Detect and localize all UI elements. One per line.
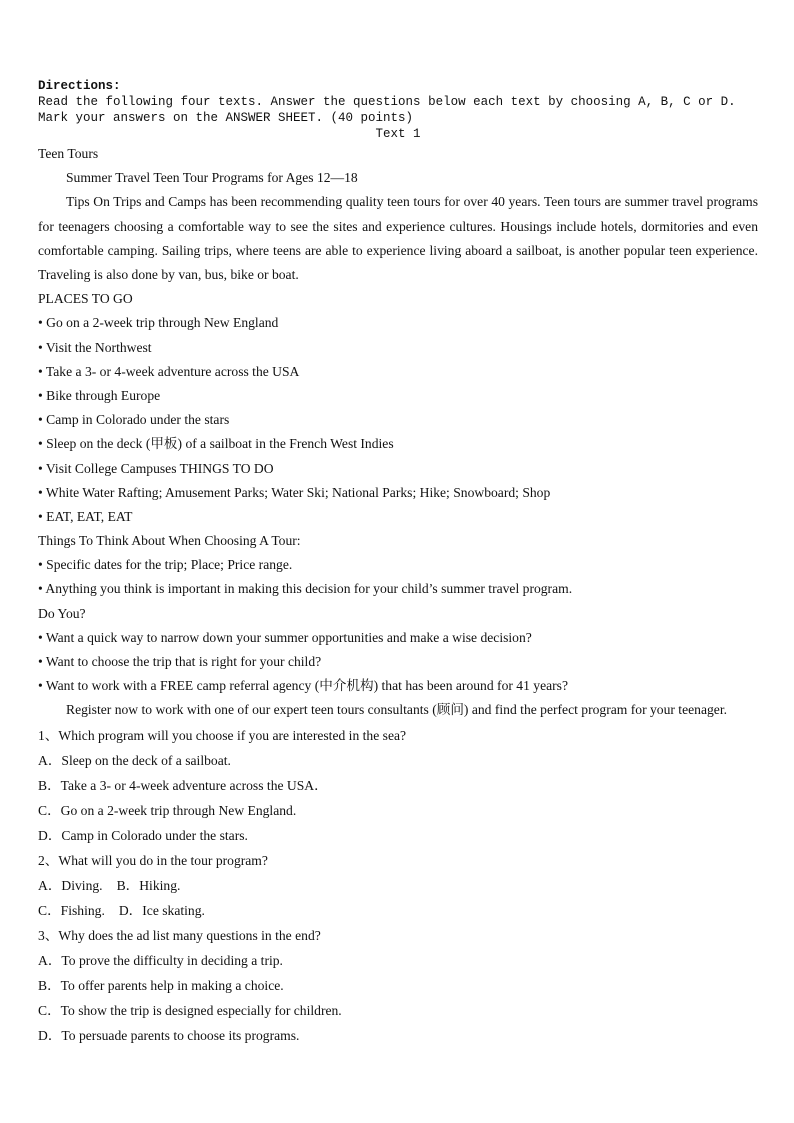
answer-option: D．To persuade parents to choose its programs. [38, 1027, 300, 1043]
list-item: • White Water Rafting; Amusement Parks; Water Ski; National Parks; Hike; Snowboard; Shop [38, 484, 551, 500]
list-item: • Bike through Europe [38, 387, 161, 403]
answer-option-row [38, 898, 758, 923]
list-item: • Camp in Colorado under the stars [38, 412, 230, 428]
directions-text: Read the following four texts. Answer the questions below each text by choosing A, B, C or D. Mark your answers on the ANSWER SHEET. (40 points) [38, 95, 736, 125]
document-page [38, 78, 758, 1048]
places-heading: PLACES TO GO [38, 291, 133, 307]
list-item: • Want to choose the trip that is right for your child? [38, 654, 322, 669]
answer-option: C．Fishing. [38, 902, 105, 918]
list-item: • Specific dates for the trip; Place; Price range. [38, 557, 293, 573]
text-heading: Text 1 [375, 127, 421, 141]
passage-intro: Tips On Trips and Camps has been recommending quality teen tours for over 40 years. Teen tours are summer travel programs for teenagers choosing a comfortable way to see the sites and experience cultures. Housings include hotels, dormitories and even comfortable camping. Sailing trips, where teens are able to experience living aboard a sailboat, is another popular teen experience. Traveling is also done by van, bus, bike or boat. [38, 194, 758, 282]
directions-label: Directions: [38, 79, 121, 93]
doyou-heading: Do You? [38, 605, 86, 621]
answer-option: B．Hiking. [116, 877, 181, 893]
list-item: • Visit the Northwest [38, 339, 152, 355]
register-line: Register now to work with one of our expert teen tours consultants (顾问) and find the perfect program for your teenager. [66, 702, 727, 718]
answer-option: D．Ice skating. [118, 902, 205, 918]
directions-block [38, 78, 758, 142]
passage-title: Teen Tours [38, 146, 99, 161]
answer-option: A．To prove the difficulty in deciding a trip. [38, 952, 283, 968]
answer-option: B．To offer parents help in making a choice. [38, 977, 284, 993]
list-item: • Anything you think is important in making this decision for your child’s summer travel program. [38, 581, 573, 597]
questions [38, 723, 758, 1048]
answer-option-row [38, 873, 758, 898]
passage-subtitle: Summer Travel Teen Tour Programs for Ages 12—18 [66, 170, 358, 186]
list-item: • Sleep on the deck (甲板) of a sailboat in the French West Indies [38, 436, 394, 452]
list-item: • Want a quick way to narrow down your summer opportunities and make a wise decision? [38, 629, 532, 645]
question-stem: 3、Why does the ad list many questions in the end? [38, 927, 321, 943]
list-item: • Visit College Campuses THINGS TO DO [38, 460, 274, 476]
question-stem: 2、What will you do in the tour program? [38, 852, 268, 868]
answer-option: D．Camp in Colorado under the stars. [38, 827, 248, 843]
list-item: • Take a 3- or 4-week adventure across the USA [38, 363, 300, 379]
answer-option: A．Diving. [38, 877, 103, 893]
question-stem: 1、Which program will you choose if you are interested in the sea? [38, 727, 407, 743]
list-item: • Want to work with a FREE camp referral agency (中介机构) that has been around for 41 years? [38, 678, 568, 694]
answer-option: C．Go on a 2-week trip through New England. [38, 802, 297, 818]
passage [38, 142, 758, 723]
answer-option: B．Take a 3- or 4-week adventure across the USA． [38, 777, 328, 793]
think-heading: Things To Think About When Choosing A Tour: [38, 533, 301, 549]
list-item: • EAT, EAT, EAT [38, 508, 133, 524]
answer-option: A．Sleep on the deck of a sailboat. [38, 752, 231, 768]
list-item: • Go on a 2-week trip through New England [38, 315, 279, 331]
answer-option: C．To show the trip is designed especially for children. [38, 1002, 342, 1018]
